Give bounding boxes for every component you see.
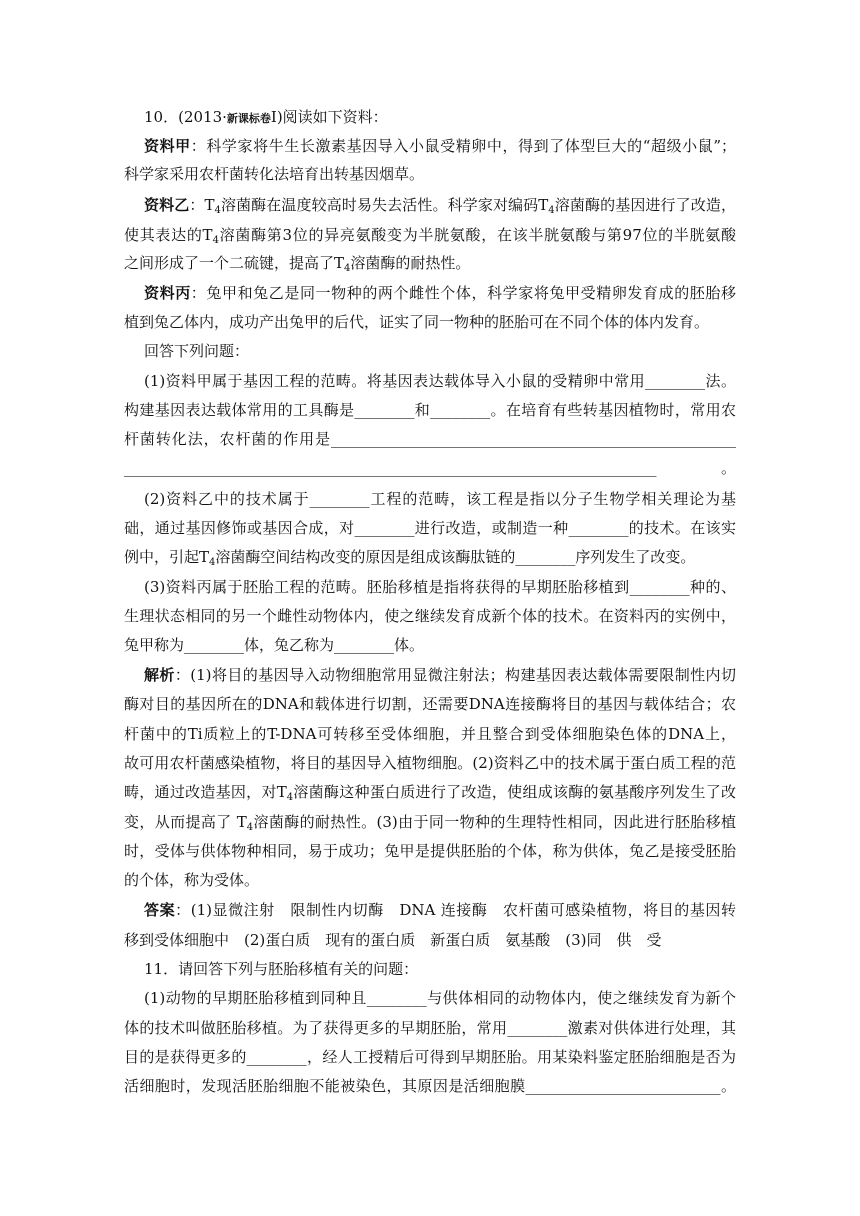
q10-part3-line2: 生理状态相同的另一个雌性动物体内，使之继续发育成新个体的技术。在资料丙的实例中， xyxy=(124,607,736,625)
material-yi-text3a: 之间形成了一个二硫键，提高了T xyxy=(124,254,345,272)
explanation-text5a: 畴，通过改造基因，对T xyxy=(124,783,287,801)
material-yi-text2a: 使其表达的T xyxy=(124,226,213,244)
material-yi-line2 xyxy=(124,225,736,245)
explanation-line6 xyxy=(124,812,736,832)
material-bing-label: 资料丙 xyxy=(144,284,191,302)
explanation-label: 解析 xyxy=(144,666,175,684)
q10-part2-line1: (2)资料乙中的技术属于________工程的范畴，该工程是指以分子生物学相关理论为基 xyxy=(144,490,736,508)
subscript-4: 4 xyxy=(214,205,221,216)
explanation-text1: ：(1)将目的基因导入动物细胞常用显微注射法；构建基因表达载体需要限制性内切 xyxy=(174,666,736,684)
material-yi-text1a: ：T xyxy=(189,196,215,214)
q10-part2-text3a: 例中，引起T xyxy=(124,548,210,566)
q10-header-rest: Ⅰ)阅读如下资料： xyxy=(270,108,388,126)
material-yi-text3b: 溶菌酶的耐热性。 xyxy=(350,254,471,272)
material-jia-text2: 科学家采用农杆菌转化法培育出转基因烟草。 xyxy=(124,165,425,183)
q11-line4: 活细胞时，发现活胚胎细胞不能被染色，其原因是活细胞膜__________________________。 xyxy=(124,1077,736,1095)
material-yi-text2b: 溶菌酶第3位的异亮氨酸变为半胱氨酸，在该半胱氨酸与第97位的半胱氨酸 xyxy=(218,226,736,244)
q10-part1-line2: 构建基因表达载体常用的工具酶是________和________。在培育有些转基因植物时，常用农 xyxy=(124,401,736,419)
q10-part2-text3b: 溶菌酶空间结构改变的原因是组成该酶肽链的________序列发生了改变。 xyxy=(215,548,696,566)
material-bing-line2 xyxy=(124,312,736,332)
subscript-4: 4 xyxy=(212,235,219,246)
material-yi-label: 资料乙 xyxy=(144,196,190,214)
q10-part1-line3: 杆菌转化法，农杆菌的作用是______________________________________________________ xyxy=(124,430,736,448)
subscript-4: 4 xyxy=(286,792,294,803)
explanation-line7: 时，受体与供体物种相同，易于成功；兔甲是提供胚胎的个体，称为供体，兔乙是接受胚胎 xyxy=(124,842,736,860)
q11-line3: 目的是获得更多的________，经人工授精后可得到早期胚胎。用某染料鉴定胚胎细胞是否为 xyxy=(124,1048,736,1066)
material-yi-line3 xyxy=(124,253,736,273)
material-jia-label: 资料甲 xyxy=(144,137,191,155)
subscript-4: 4 xyxy=(344,263,351,274)
material-yi-text1c: 溶菌酶的基因进行了改造， xyxy=(554,196,736,214)
q10-number: 10．(2013· xyxy=(144,108,227,126)
material-yi-text1b: 溶菌酶在温度较高时易失去活性。科学家对编码T xyxy=(220,196,549,214)
q11-line1: (1)动物的早期胚胎移植到同种且________与供体相同的动物体内，使之继续发育为新个 xyxy=(144,989,736,1007)
explanation-text5b: 溶菌酶这种蛋白质进行了改造，使组成该酶的氨基酸序列发生了改 xyxy=(293,783,736,801)
explanation-line4: 故可用农杆菌感染植物，将目的基因导入植物细胞。(2)资料乙中的技术属于蛋白质工程的范 xyxy=(124,754,736,772)
explanation-line8: 的个体，称为受体。 xyxy=(124,871,260,889)
explanation-text6a: 变，从而提高了 T xyxy=(124,813,247,831)
q10-part1-line1: (1)资料甲属于基因工程的范畴。将基因表达载体导入小鼠的受精卵中常用________法。 xyxy=(144,372,736,390)
material-yi-line1 xyxy=(144,195,736,215)
explanation-line3: 杆菌中的Ti质粒上的T-DNA可转移至受体细胞，并且整合到受体细胞染色体的DNA上， xyxy=(124,725,736,743)
answer-prompt: 回答下列问题： xyxy=(144,342,250,360)
answer-line1 xyxy=(144,900,736,920)
q10-header xyxy=(144,107,736,127)
q10-part3-line3: 兔甲称为________体，兔乙称为________体。 xyxy=(124,636,425,654)
q10-part1-line4: _______________________________________________________________________。 xyxy=(124,459,736,477)
material-jia-line1 xyxy=(144,136,736,156)
material-bing-text2: 植到兔乙体内，成功产出兔甲的后代，证实了同一物种的胚胎可在不同个体的体内发育。 xyxy=(124,313,710,331)
answer-line2: 移到受体细胞中 (2)蛋白质 现有的蛋白质 新蛋白质 氨基酸 (3)同 供 受 xyxy=(124,931,662,949)
subscript-4: 4 xyxy=(548,205,555,216)
q10-part2-line3 xyxy=(124,547,736,567)
q11-header: 11．请回答下列与胚胎移植有关的问题： xyxy=(144,960,419,978)
answer-text1: ：(1)显微注射 限制性内切酶 DNA 连接酶 农杆菌可感染植物，将目的基因转 xyxy=(175,901,736,919)
explanation-line5 xyxy=(124,782,736,802)
q10-part2-line2: 础，通过基因修饰或基因合成，对________进行改造，或制造一种________的技术。在该实 xyxy=(124,519,736,537)
explanation-line1 xyxy=(144,665,736,685)
q11-line2: 体的技术叫做胚胎移植。为了获得更多的早期胚胎，常用________激素对供体进行处理，其 xyxy=(124,1019,736,1037)
material-bing-text1: ：兔甲和兔乙是同一物种的两个雌性个体，科学家将兔甲受精卵发育成的胚胎移 xyxy=(190,284,736,302)
subscript-4: 4 xyxy=(209,557,216,568)
subscript-4: 4 xyxy=(246,822,254,833)
explanation-text6b: 溶菌酶的耐热性。(3)由于同一物种的生理特性相同，因此进行胚胎移植 xyxy=(253,813,736,831)
material-bing-line1 xyxy=(144,283,736,303)
q10-part3-line1: (3)资料丙属于胚胎工程的范畴。胚胎移植是指将获得的早期胚胎移植到________种的、 xyxy=(144,578,736,596)
q10-source: 新课标卷 xyxy=(226,112,271,125)
explanation-line2: 酶对目的基因所在的DNA和载体进行切割，还需要DNA连接酶将目的基因与载体结合；农 xyxy=(124,695,736,713)
answer-label: 答案 xyxy=(144,901,176,919)
material-jia-text1: ：科学家将牛生长激素基因导入小鼠受精卵中，得到了体型巨大的“超级小鼠”； xyxy=(190,137,736,155)
material-jia-line2 xyxy=(124,164,736,184)
